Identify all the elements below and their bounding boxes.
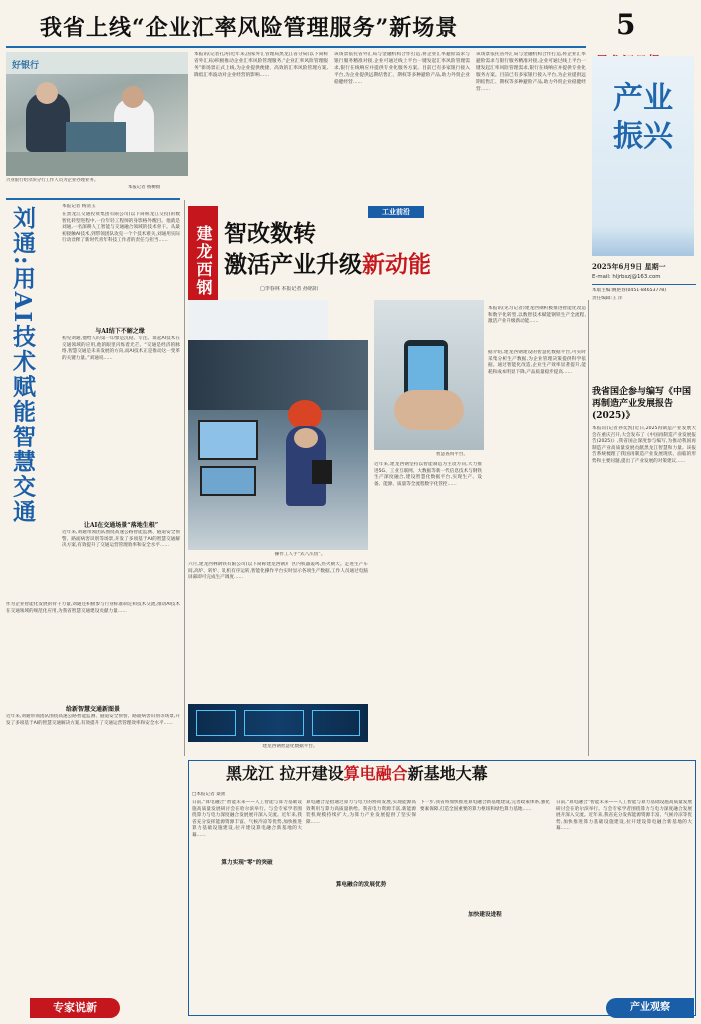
feature-body-right: 近年来,建龙西钢坚持以智能制造为主攻方向,大力推进5G、工业互联网、大数据等新一代信息技术与钢铁生产深度融合,建设智慧化数据平台,实现生产、设备、能源、质量等全流程数字化管控…… [374, 462, 482, 487]
feature-photo-worker-caption: 操作工人手“式八爪鱼”。 [274, 552, 326, 557]
bottom-section-body-3: 下一步,我省将加快推进算电融合新基地建设,完善政策体系,强化要素保障,打造全国重要的算力枢纽和绿色算力基地…… [420, 800, 550, 812]
bottom-section-subhead-1: 算力实现“零”的突破 [221, 860, 273, 866]
top-photo-caption: 兴业银行哈尔滨分行工作人员为企业办理业务。 [6, 178, 99, 183]
left-column-title: 刘通:用AI技术赋能智慧交通 [9, 206, 36, 525]
feature-tag: 工业前沿 [368, 206, 424, 218]
feature-title-part-a: 激活产业升级 [224, 251, 362, 278]
issue-date: 2025年6月9日 星期一 [592, 262, 666, 271]
feature-photo-data-platform-caption: 建龙西钢智慧化数据平台。 [262, 744, 318, 749]
column-divider [184, 200, 185, 756]
bottom-title-part-a: 黑龙江 拉开建设 [226, 764, 344, 783]
right-article-body: 本报讯(记者孙奕凯)近日,2025再制造产业发展大会在重庆召开,大会发布了《中国再制造产业发展报告(2025)》,我省国企深度参与编写,为推动我国再制造产业高质量发展贡献黑龙江智慧和力量。该报告系统梳理了我国再制造产业发展现状、面临的形势和主要问题,提出了产业发展的对策建议…… [592, 426, 696, 464]
bottom-section-subhead-2: 算电融合的发展优势 [335, 882, 387, 888]
bottom-section-body-4: 日前,“算电融合”智能未来——人工智能与算力基础设施高质量发展研讨会在哈尔滨举行。与会专家学者围绕算力与电力深度融合发展展开深入交流。近年来,我省充分发挥能源资源丰富、气候冷凉等优势,加快推进算力基础设施建设,拉开建设算电融合新基地的大幕…… [556, 800, 692, 832]
left-column-body-1: 在黑龙江交通投资集团有限公司(以下简称龙江交投)的数智化转型进程中,一位年轻工程师的身影格外醒目。他就是刘通,一名深耕人工智能与交通融合领域的技术骨干。从最初接触AI技术,到带领团队攻克一个个技术难关,刘通用实际行动诠释了新时代青年科技工作者的责任与担当…… [62, 212, 180, 244]
footer-right-tag: 产业观察 [606, 998, 694, 1018]
left-column-body-3: 近年来,刘通带领团队围绕高速公路智能监测、隧道安全预警、路面病害识别等场景,开发了多项基于AI的智慧交通解决方案,有效提升了交通运营管理效率和安全水平…… [62, 530, 180, 549]
feature-photo-phone [374, 300, 484, 450]
label-rule [592, 284, 696, 285]
left-column-rule [6, 198, 180, 200]
section-banner [592, 56, 694, 256]
page-editor: 本版主编:姚艳春(0451-84653778) [592, 288, 667, 293]
top-article-lead: 本报讯(记者孔涛)近年来,国家外汇管理局黑龙江省分局(以下简称省外汇局)积极推动企业汇率风险管理服务,“企业汇率风险管理服务”新场景正式上线,为企业提供便捷、高效的汇率风险管理方案,降低汇率波动对企业经营的影响…… [194, 52, 328, 78]
contact-email: E-mail: hljrbszj@163.com [592, 274, 661, 280]
left-column-subhead-3: 给新智慧交通新图景 [65, 706, 120, 713]
feature-byline: □李春林 本报记者 孙铭阳 [260, 286, 318, 292]
bank-counter-photo: 好银行 [6, 52, 188, 176]
right-column-divider [588, 300, 589, 756]
left-column-subhead-2: 让AI在交通场景“落地生根” [83, 522, 159, 529]
header-rule [6, 46, 586, 48]
headline: 我省上线“企业汇率风险管理服务”新场景 [40, 15, 459, 41]
feature-title-line-2 [224, 250, 544, 280]
left-column-subhead-1: 与AI结下不解之缘 [95, 328, 145, 335]
feature-body-left: 六月,建龙西林钢铁有限公司(以下简称建龙西钢)厂区内机器轰鸣,热火朝天。走进生产车间,高炉、转炉、轧机有序运转,智能化操作平台实时显示各项生产数据,工作人员通过电脑屏幕即可完成生产调度…… [188, 562, 368, 581]
left-column-body-4: 作为企业智能化发展的骨干力量,刘通还积极参与行业标准制定和技术交流,推动AI技术在交通领域的规范化应用,为我省智慧交通建设贡献力量…… [6, 602, 180, 614]
wave-decoration [592, 226, 694, 256]
top-article-body: 该场景依托省外汇局与金融机构合作打造,将企业汇率避险需求与银行服务精准对接,企业可通过线上平台一键发起汇率风险管理需求,银行在线响应并提供专业化服务方案。目前已有多家银行接入平台,为企业提供远期结售汇、期权等多种避险产品,助力外贸企业稳健经营…… [334, 52, 470, 85]
top-article-body-continued: 该场景依托省外汇局与金融机构合作打造,将企业汇率避险需求与银行服务精准对接,企业可通过线上平台一键发起汇率风险管理需求,银行在线响应并提供专业化服务方案。目前已有多家银行接入平台,为企业提供远期结售汇、期权等多种避险产品,助力外贸企业稳健经营…… [476, 52, 586, 92]
left-column-body-2: 初见刘通,他给人的第一印象是沉稳、专注。谈起AI技术在交通领域的应用,他的眼里闪烁着光芒。“交通是经济的脉络,智慧交通是未来发展的方向,而AI技术正是推动这一变革的关键力量。”刘通说…… [62, 336, 180, 361]
feature-intro: 本报讯(见习记者)建龙西钢积极推进智能化改造和数字化转型,以数智技术赋能钢铁生产全流程,激活产业升级新动能…… [488, 306, 586, 325]
feature-body-c: 据介绍,建龙西钢建设的智慧化数据平台,可实时采集分析生产数据,为企业管理决策提供科学依据。通过智能化改造,企业生产效率显著提升,能耗和成本明显下降,产品质量稳步提高…… [488, 350, 586, 375]
feature-photo-data-platform [188, 704, 368, 742]
page-proofreader: 责任编辑:王 洋 [592, 296, 623, 301]
footer-left-tag: 专家说新 [30, 998, 120, 1018]
right-article-title: 我省国企参与编写《中国再制造产业发展报告(2025)》 [592, 387, 692, 421]
bottom-section-subhead-3: 加快建设进程 [468, 912, 502, 918]
feature-title-line-1: 智改数转 [224, 220, 316, 247]
page-number: 5 [616, 8, 636, 41]
bottom-title-part-c: 新基地大幕 [407, 764, 488, 783]
feature-photo-phone-caption: 智慧查询平台。 [435, 452, 469, 457]
bottom-section-body-2: 算电融合是指通过算力与电力的协同发展,实现能源高效利用与算力高质量供给。我省电力资源丰富,新能源装机规模持续扩大,为算力产业发展提供了坚实保障…… [306, 800, 416, 825]
feature-title-part-b: 新动能 [362, 251, 431, 278]
feature-side-label: 建龙西钢 [188, 206, 218, 316]
left-column-byline: 本报记者 杨清玉 [62, 204, 96, 209]
section-title: 产业振兴 [613, 81, 673, 154]
bottom-section-title [226, 764, 686, 784]
bottom-section-body-1: 日前,“算电融合”智能未来——人工智能与算力基础设施高质量发展研讨会在哈尔滨举行。与会专家学者围绕算力与电力深度融合发展展开深入交流。近年来,我省充分发挥能源资源丰富、气候冷凉等优势,加快推进算力基础设施建设,拉开建设算电融合新基地的大幕…… [192, 800, 302, 838]
feature-photo-query-platform [188, 300, 328, 340]
left-column-body-5: 近年来,刘通带领团队围绕高速公路智能监测、隧道安全预警、路面病害识别等场景,开发了多项基于AI的智慧交通解决方案,有效提升了交通运营管理效率和安全水平…… [6, 714, 180, 726]
bottom-section-byline: □本报记者 桑蕾 [192, 792, 226, 797]
feature-photo-worker [188, 340, 368, 550]
bottom-title-part-b: 算电融合 [343, 764, 408, 783]
top-photo-credit: 本报记者 杨柳摄 [128, 185, 161, 190]
